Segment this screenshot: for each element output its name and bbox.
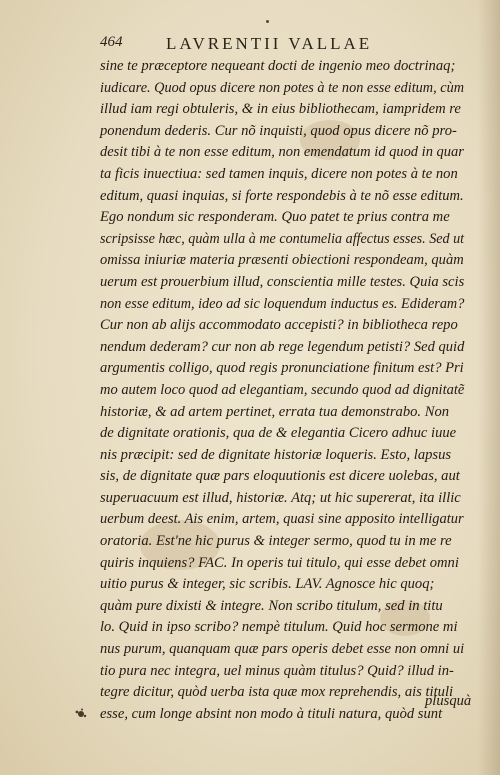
- text-line: illud iam regi obtuleris, & in eius bibliothecam, iampridem re: [100, 101, 461, 118]
- text-line: uitio purus & integer, sic scribis. LAV. Agnosce hic quoq;: [100, 576, 435, 593]
- text-line: quàm pure dixisti & integre. Non scribo titulum, sed in titu: [100, 597, 443, 614]
- text-line: sine te præceptore nequeant docti de ingenio meo doctrinaq;: [100, 58, 456, 74]
- text-line: argumentis colligo, quod regis pronunciatione finitum est? Pri: [100, 360, 464, 377]
- text-line: mo autem loco quod ad elegantiam, secundo quod ad dignitatẽ: [100, 381, 465, 398]
- text-line: esse, cum longe absint non modo à tituli natura, quòd sunt: [100, 705, 443, 722]
- text-line: Cur non ab alijs accommodato accepisti? in bibliotheca repo: [100, 317, 458, 334]
- text-line: desit tibi à te non esse editum, non emendatum id quod in quar: [100, 144, 464, 161]
- catchword: plusquà: [425, 693, 472, 709]
- text-line: oratoria. Est'ne hic purus & integer sermo, quod tu in me re: [100, 533, 452, 550]
- text-line: lo. Quid in ipso scribo? nempè titulum. Quid hoc sermone mi: [100, 619, 458, 636]
- binding-shadow: [478, 0, 500, 775]
- page-number: 464: [100, 34, 123, 50]
- text-line: editum, quasi inquias, si forte respondebis à te nõ esse editum.: [100, 187, 464, 204]
- text-line: scripsisse hæc, quàm ulla à me contumelia affectus esses. Sed ut: [100, 230, 465, 247]
- text-line: nendum dederam? cur non ab rege legendum petisti? Sed quid: [100, 338, 465, 355]
- text-line: quiris inquiens? FAC. In operis tui titulo, qui esse debet omni: [100, 554, 459, 571]
- text-line: ponendum dederis. Cur nõ inquisti, quod opus dicere nõ pro-: [100, 122, 457, 139]
- text-line: sis, de dignitate quæ pars eloquutionis est dicere uolebas, aut: [100, 468, 460, 485]
- text-line: tegre dicitur, quòd uerba ista quæ mox reprehendis, ais tituli: [100, 684, 454, 701]
- text-line: iudicare. Quod opus dicere non potes à te non esse editum, cùm: [100, 79, 465, 96]
- text-line: tio pura nec integra, uel minus quàm titulus? Quid? illud in-: [100, 662, 454, 679]
- ink-blot-icon: [74, 707, 88, 721]
- text-line: nis præcipit: sed de dignitate historiæ loqueris. Esto, lapsus: [100, 446, 452, 463]
- text-line: historiæ, & ad artem pertinet, errata tua demonstrabo. Non: [100, 403, 450, 420]
- text-line: omissa iniuriæ materia præsenti obiectioni respondeam, quàm: [100, 252, 464, 269]
- text-line: uerbum deest. Ais enim, artem, quasi sine apposito intelligatur: [100, 511, 464, 528]
- text-line: Ego nondum sic responderam. Quo patet te prius contra me: [100, 209, 450, 226]
- text-block: [100, 56, 464, 725]
- text-line: non esse editum, ideo ad sic loquendum inductus es. Edideram?: [100, 295, 465, 312]
- running-head: LAVRENTII VALLAE: [166, 34, 373, 53]
- text-line: de dignitate orationis, qua de & elegantia Cicero adhuc iuue: [100, 425, 457, 442]
- text-line: superuacuum est illud, historiæ. Atq; ut hic supererat, ita illic: [100, 489, 461, 506]
- ink-dot: [266, 20, 269, 23]
- text-line: nus purum, quanquam quæ pars operis debet esse non omni ui: [100, 641, 465, 658]
- text-line: ta ficis inuectiua: sed tamen inquis, dicere non potes à te non: [100, 165, 458, 182]
- text-line: uerum est prouerbium illud, conscientia mille testes. Quia scis: [100, 273, 465, 290]
- page-header: [0, 34, 500, 54]
